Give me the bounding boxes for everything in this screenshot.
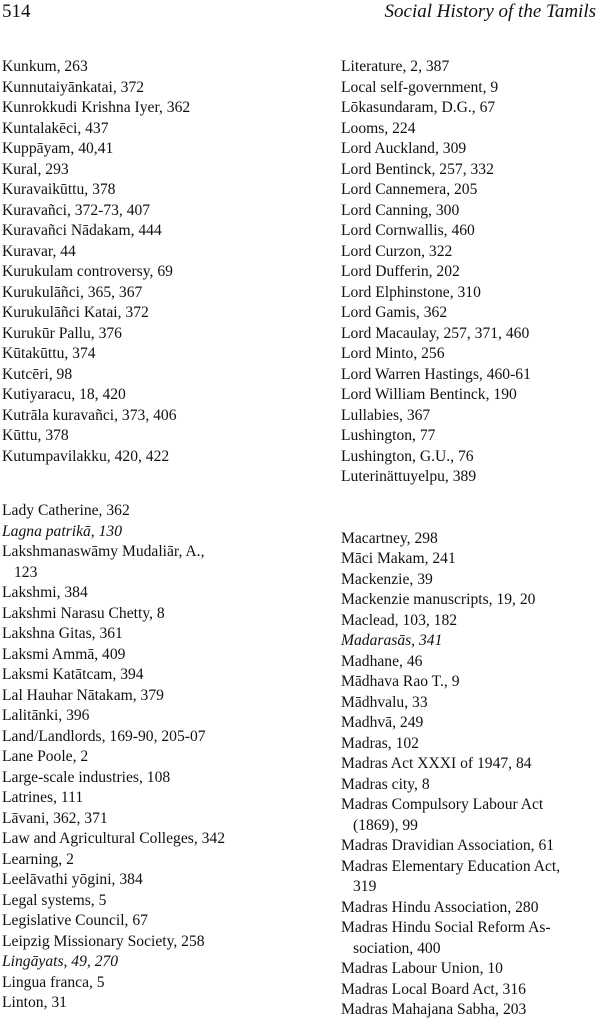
italic-term: Madarasās, 341 bbox=[341, 632, 443, 649]
index-column-left bbox=[2, 57, 317, 1014]
index-group-l-cont bbox=[341, 57, 597, 488]
index-entry: Madras Hindu Association, 280 bbox=[341, 898, 539, 916]
index-entry: Lord Auckland, 309 bbox=[341, 140, 467, 157]
index-entry bbox=[341, 631, 597, 652]
index-entry: Madras Act XXXI of 1947, 84 bbox=[341, 755, 532, 772]
index-column-right bbox=[341, 57, 597, 1021]
page-number: 514 bbox=[2, 1, 31, 22]
index-entry: Madras Compulsory Labour Act bbox=[341, 796, 544, 813]
index-entry: Laksmi Ammā, 409 bbox=[2, 645, 126, 663]
index-entry: Local self-government, 9 bbox=[341, 78, 499, 96]
index-entry: Kuppāyam, 40,41 bbox=[2, 140, 114, 157]
index-entry: Kurukulāñci, 365, 367 bbox=[2, 283, 143, 301]
index-entry: Kuravañci Nādakam, 444 bbox=[2, 222, 162, 239]
index-entry: Mackenzie manuscripts, 19, 20 bbox=[341, 591, 536, 608]
index-entry: Lord Bentinck, 257, 332 bbox=[341, 160, 494, 178]
index-entry-continuation: (1869), 99 bbox=[353, 816, 418, 834]
italic-term: Lingāyats, 49, 270 bbox=[2, 953, 119, 970]
index-entry: Kunnutaiyānkatai, 372 bbox=[2, 78, 145, 96]
index-entry: Kurukulam controversy, 69 bbox=[2, 263, 173, 280]
index-entry: Madras city, 8 bbox=[341, 775, 430, 793]
index-entry: Lullabies, 367 bbox=[341, 406, 431, 424]
index-entry: Lady Catherine, 362 bbox=[2, 502, 130, 519]
index-entry: Madras, 102 bbox=[341, 734, 419, 752]
index-entry: Kuravar, 44 bbox=[2, 242, 76, 260]
index-entry: Laksmi Katātcam, 394 bbox=[2, 666, 144, 683]
index-entry: Lord Warren Hastings, 460-61 bbox=[341, 365, 531, 383]
index-entry: Māci Makam, 241 bbox=[341, 550, 456, 567]
index-entry-continuation: 319 bbox=[353, 878, 377, 895]
index-entry: Leipzig Missionary Society, 258 bbox=[2, 932, 205, 950]
index-entry: Mackenzie, 39 bbox=[341, 570, 433, 588]
index-entry: Lord Minto, 256 bbox=[341, 345, 445, 362]
index-entry: Kūtakūttu, 374 bbox=[2, 345, 96, 362]
index-entry: Madras Dravidian Association, 61 bbox=[341, 837, 555, 854]
index-entry: Lingua franca, 5 bbox=[2, 973, 105, 991]
index-entry: Lakshmi, 384 bbox=[2, 584, 88, 601]
index-entry: Lakshna Gitas, 361 bbox=[2, 625, 123, 642]
index-entry: Lord Macaulay, 257, 371, 460 bbox=[341, 324, 530, 342]
index-entry: Kural, 293 bbox=[2, 160, 69, 178]
index-entry-continuation: 123 bbox=[14, 563, 38, 581]
index-entry: Lushington, 77 bbox=[341, 427, 436, 444]
index-entry: Madhvā, 249 bbox=[341, 714, 424, 731]
index-entry: Lord William Bentinck, 190 bbox=[341, 386, 517, 403]
index-entry: Madras Mahajana Sabha, 203 bbox=[341, 1001, 527, 1018]
index-entry: Kurukulāñci Katai, 372 bbox=[2, 304, 149, 321]
index-entry: Lord Curzon, 322 bbox=[341, 242, 453, 260]
index-entry-continuation: sociation, 400 bbox=[353, 939, 441, 957]
index-entry: Lord Cannemera, 205 bbox=[341, 181, 478, 198]
index-entry: Kurukūr Pallu, 376 bbox=[2, 324, 122, 342]
index-entry: Lord Gamis, 362 bbox=[341, 304, 448, 321]
index-entry: Madras Elementary Education Act, bbox=[341, 857, 561, 875]
index-entry: Legislative Council, 67 bbox=[2, 912, 148, 929]
index-entry: Literature, 2, 387 bbox=[341, 58, 450, 75]
index-entry: Lāvani, 362, 371 bbox=[2, 809, 108, 827]
index-entry bbox=[2, 952, 317, 973]
running-title: Social History of the Tamils bbox=[384, 1, 596, 22]
page-header bbox=[0, 0, 600, 34]
index-entry: Mādhava Rao T., 9 bbox=[341, 673, 460, 690]
index-group-l bbox=[2, 501, 317, 1014]
index-entry: Lakshmanaswāmy Mudaliār, A., bbox=[2, 543, 205, 560]
index-entry: Learning, 2 bbox=[2, 850, 74, 868]
index-entry: Madhane, 46 bbox=[341, 652, 423, 670]
index-entry: Large-scale industries, 108 bbox=[2, 768, 171, 786]
index-entry: Legal systems, 5 bbox=[2, 891, 107, 909]
index-entry: Lane Poole, 2 bbox=[2, 748, 89, 765]
index-entry: Luterinättuyelpu, 389 bbox=[341, 468, 477, 485]
index-entry: Looms, 224 bbox=[341, 119, 416, 137]
index-entry: Lakshmi Narasu Chetty, 8 bbox=[2, 604, 165, 622]
index-entry: Kunkum, 263 bbox=[2, 58, 88, 75]
index-entry: Lord Elphinstone, 310 bbox=[341, 283, 481, 301]
index-entry: Lalitānki, 396 bbox=[2, 707, 90, 724]
index-entry: Kuravaikūttu, 378 bbox=[2, 181, 116, 198]
index-entry: Lal Hauhar Nātakam, 379 bbox=[2, 686, 164, 704]
index-group-k bbox=[2, 57, 317, 467]
index-entry: Maclead, 103, 182 bbox=[341, 611, 458, 629]
group-spacer bbox=[341, 488, 597, 529]
index-entry: Madras Local Board Act, 316 bbox=[341, 980, 526, 998]
index-entry: Land/Landlords, 169-90, 205-07 bbox=[2, 727, 206, 745]
group-spacer bbox=[2, 467, 317, 501]
index-entry: Leelāvathi yōgini, 384 bbox=[2, 871, 143, 888]
index-group-m bbox=[341, 529, 597, 1021]
index-entry: Lōkasundaram, D.G., 67 bbox=[341, 99, 496, 116]
index-entry: Kuntalakēci, 437 bbox=[2, 119, 109, 137]
index-entry: Madras Hindu Social Reform As- bbox=[341, 919, 551, 936]
index-entry: Latrines, 111 bbox=[2, 789, 84, 806]
index-entry: Linton, 31 bbox=[2, 994, 67, 1011]
index-entry: Kutrāla kuravañci, 373, 406 bbox=[2, 406, 177, 424]
index-entry: Kūttu, 378 bbox=[2, 427, 69, 444]
italic-term: Lagna patrikā, 130 bbox=[2, 522, 122, 540]
index-entry: Madras Labour Union, 10 bbox=[341, 960, 503, 977]
index-entry: Kutcēri, 98 bbox=[2, 365, 73, 383]
index-entry: Law and Agricultural Colleges, 342 bbox=[2, 830, 226, 847]
index-entry: Lord Cornwallis, 460 bbox=[341, 222, 475, 239]
index-entry: Macartney, 298 bbox=[341, 529, 438, 547]
index-entry: Kunrokkudi Krishna Iyer, 362 bbox=[2, 99, 191, 116]
index-entry bbox=[2, 522, 317, 543]
index-entry: Mādhvalu, 33 bbox=[341, 693, 428, 711]
index-entry: Lord Canning, 300 bbox=[341, 201, 460, 219]
index-entry: Kutumpavilakku, 420, 422 bbox=[2, 447, 170, 465]
index-entry: Kutiyaracu, 18, 420 bbox=[2, 386, 126, 403]
index-entry: Lord Dufferin, 202 bbox=[341, 263, 460, 280]
index-entry: Lushington, G.U., 76 bbox=[341, 447, 474, 465]
index-entry: Kuravañci, 372-73, 407 bbox=[2, 201, 151, 219]
